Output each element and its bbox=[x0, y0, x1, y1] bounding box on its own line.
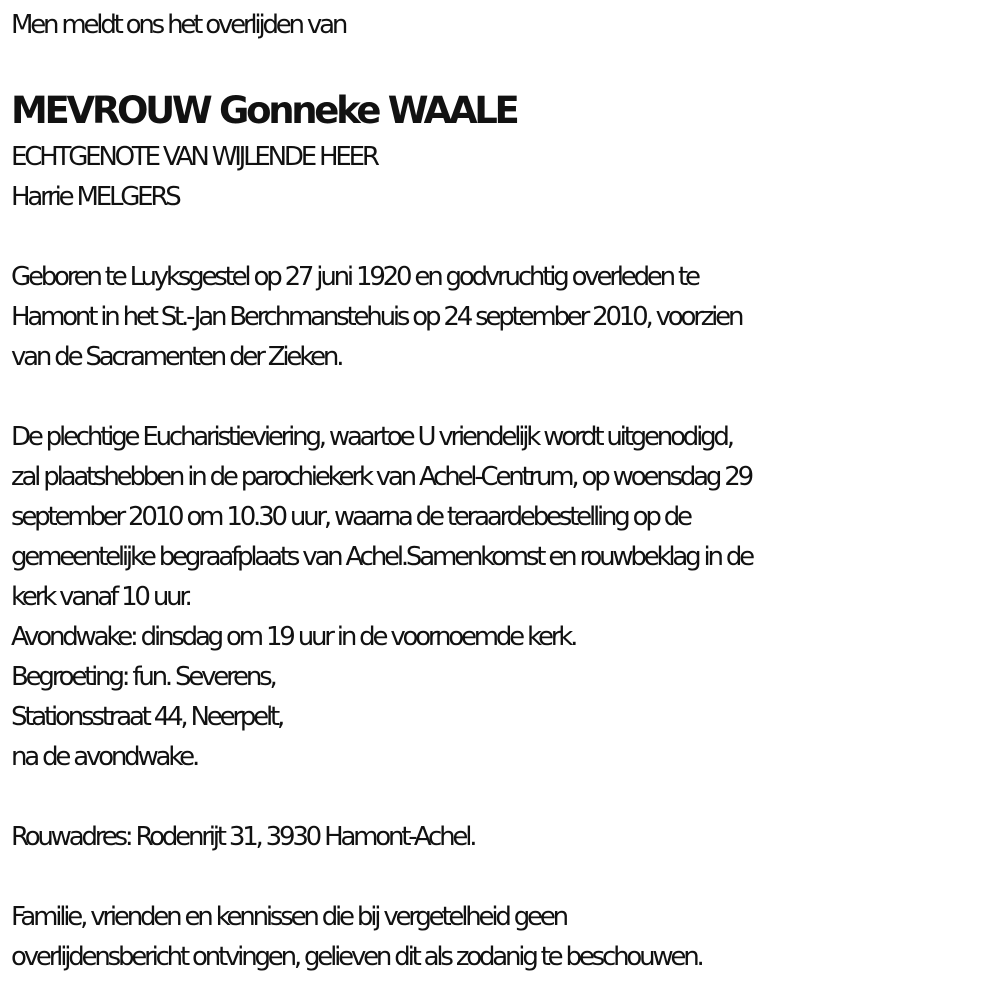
paragraph-line: Familie, vrienden en kennissen die bij vergetelheid geen bbox=[11, 902, 566, 932]
closing-paragraph bbox=[11, 897, 996, 977]
deceased-name: MEVROUW Gonneke WAALE bbox=[11, 89, 517, 132]
paragraph-line: gemeentelijke begraafplaats van Achel.Samenkomst en rouwbeklag in de bbox=[11, 542, 752, 572]
intro-text: Men meldt ons het overlijden van bbox=[11, 10, 346, 40]
wake-line: Avondwake: dinsdag om 19 uur in de voornoemde kerk. bbox=[11, 622, 576, 652]
relation-line: ECHTGENOTE VAN WIJLENDE HEER bbox=[11, 142, 377, 172]
greeting-time-line: na de avondwake. bbox=[11, 742, 198, 772]
spacer bbox=[11, 857, 996, 897]
greeting-address-line: Stationsstraat 44, Neerpelt, bbox=[11, 702, 283, 732]
paragraph-line: van de Sacramenten der Zieken. bbox=[11, 342, 342, 372]
paragraph-line: Hamont in het St.-Jan Berchmanstehuis op 24 september 2010, voorzien bbox=[11, 302, 742, 332]
greeting-line: Begroeting: fun. Severens, bbox=[11, 662, 275, 692]
paragraph-line: kerk vanaf 10 uur. bbox=[11, 582, 190, 612]
spouse-name: Harrie MELGERS bbox=[11, 182, 179, 212]
spacer bbox=[11, 377, 996, 417]
paragraph-line: Geboren te Luyksgestel op 27 juni 1920 en godvruchtig overleden te bbox=[11, 262, 698, 292]
paragraph-line: overlijdensbericht ontvingen, gelieven dit als zodanig te beschouwen. bbox=[11, 942, 702, 972]
birth-death-paragraph bbox=[11, 257, 996, 377]
paragraph-line: september 2010 om 10.30 uur, waarna de teraardebestelling op de bbox=[11, 502, 690, 532]
spacer bbox=[11, 217, 996, 257]
death-notice bbox=[11, 0, 996, 977]
paragraph-line: De plechtige Eucharistieviering, waartoe U vriendelijk wordt uitgenodigd, bbox=[11, 422, 732, 452]
paragraph-line: zal plaatshebben in de parochiekerk van Achel-Centrum, op woensdag 29 bbox=[11, 462, 751, 492]
ceremony-paragraph bbox=[11, 417, 996, 777]
spacer bbox=[11, 777, 996, 817]
mourning-address: Rouwadres: Rodenrijt 31, 3930 Hamont-Achel. bbox=[11, 822, 475, 852]
